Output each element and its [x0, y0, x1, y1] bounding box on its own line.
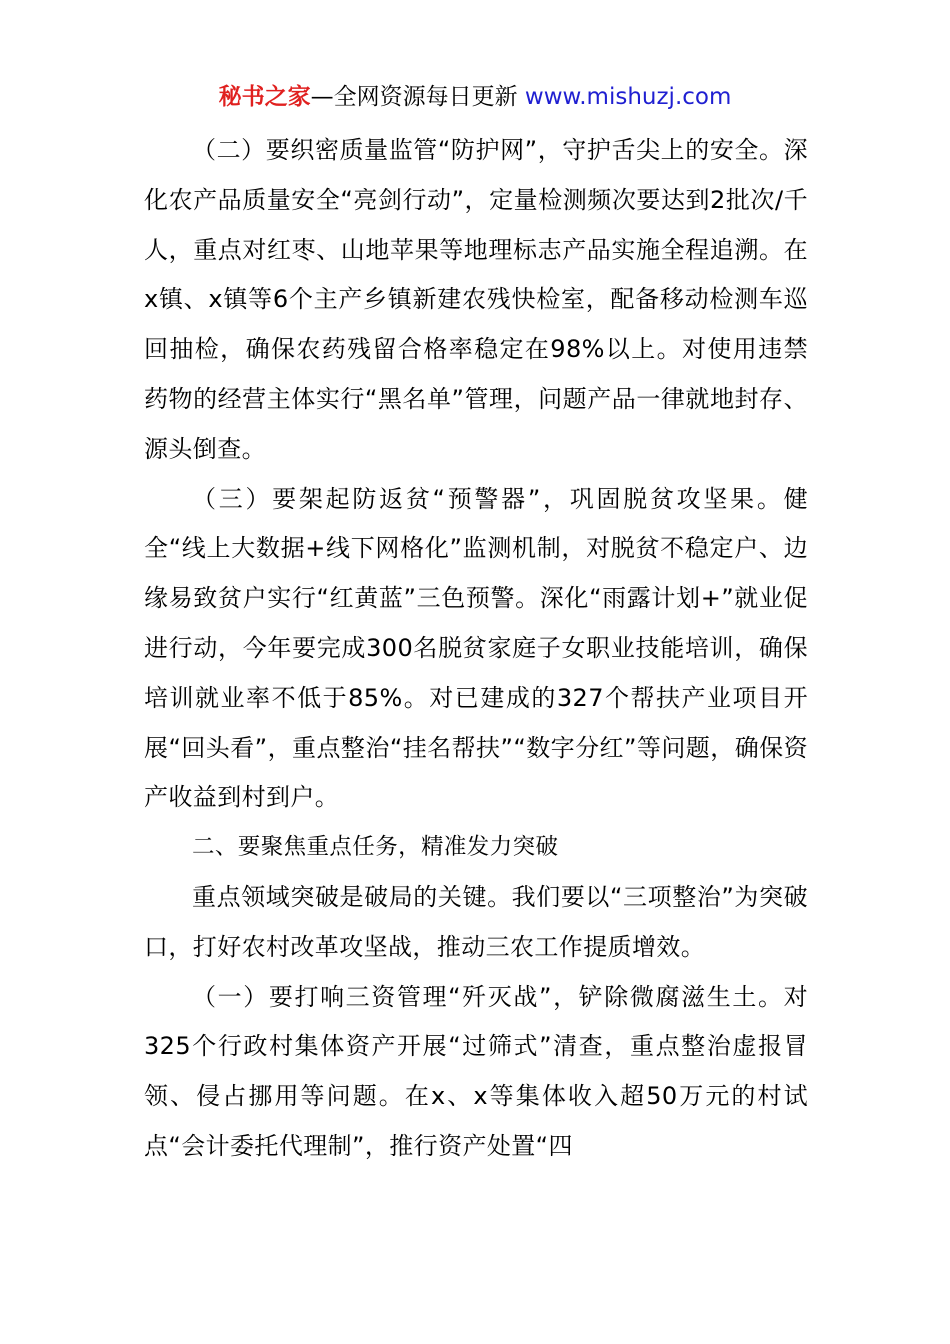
- paragraph-quality-supervision: （二）要织密质量监管“防护网”，守护舌尖上的安全。深化农产品质量安全“亮剑行动”，定量检测频次要达到2批次/千人，重点对红枣、山地苹果等地理标志产品实施全程追溯。在x镇、x镇等6个主产乡镇新建农残快检室，配备移动检测车巡回抽检，确保农药残留合格率稳定在98%以上。对使用违禁药物的经营主体实行“黑名单”管理，问题产品一律就地封存、源头倒查。: [144, 136, 808, 463]
- section-heading: 二、要聚焦重点任务，精准发力突破: [192, 834, 559, 861]
- header-tagline: —全网资源每日更新: [310, 84, 518, 110]
- document-body: [144, 126, 808, 1172]
- paragraph-key-areas: 重点领域突破是破局的关键。我们要以“三项整治”为突破口，打好农村改革攻坚战，推动三农工作提质增效。: [144, 882, 808, 961]
- paragraph-assets-management: （一）要打响三资管理“歼灭战”，铲除微腐滋生土。对325个行政村集体资产开展“过筛式”清查，重点整治虚报冒领、侵占挪用等问题。在x、x等集体收入超50万元的村试点“会计委托代理制”，推行资产处置“四: [144, 982, 808, 1160]
- paragraph-poverty-warning: （三）要架起防返贫“预警器”，巩固脱贫攻坚果。健全“线上大数据+线下网格化”监测机制，对脱贫不稳定户、边缘易致贫户实行“红黄蓝”三色预警。深化“雨露计划+”就业促进行动，今年要完成300名脱贫家庭子女职业技能培训，确保培训就业率不低于85%。对已建成的327个帮扶产业项目开展“回头看”，重点整治“挂名帮扶”“数字分红”等问题，确保资产收益到村到户。: [144, 484, 808, 812]
- page-header: [0, 80, 950, 114]
- brand-name: 秘书之家: [218, 84, 311, 110]
- website-link[interactable]: www.mishuzj.com: [524, 84, 732, 110]
